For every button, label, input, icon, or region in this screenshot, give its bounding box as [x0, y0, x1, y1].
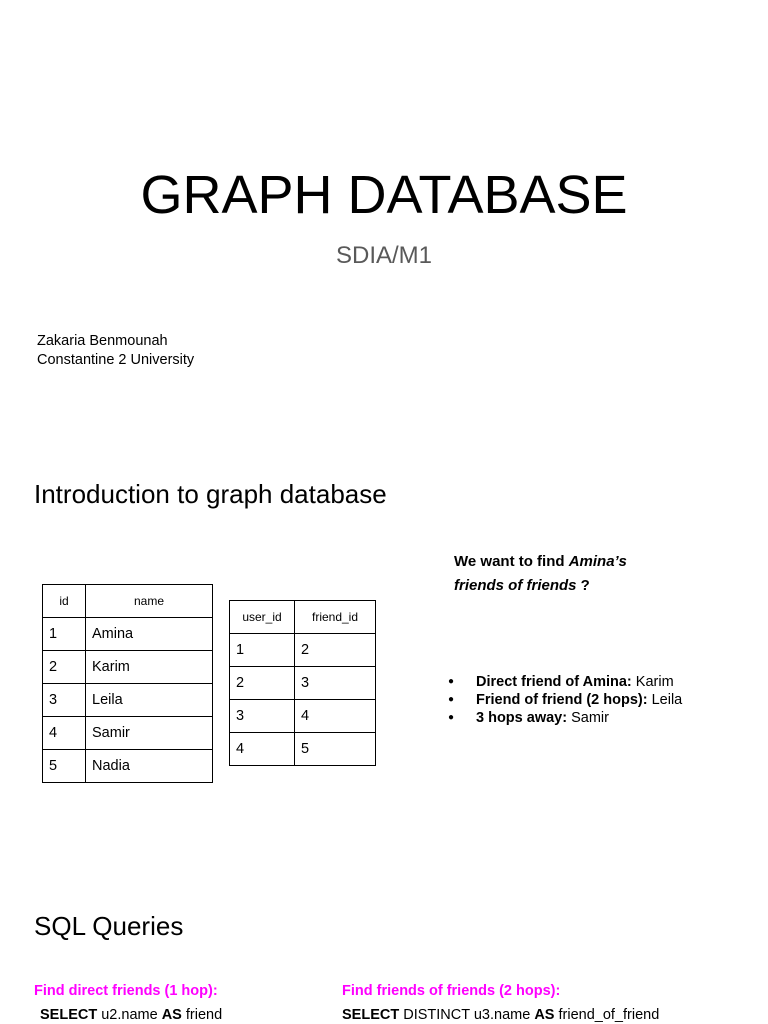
slide-subtitle: SDIA/M1 [335, 242, 433, 269]
table-cell: Leila [86, 684, 213, 717]
query-heading: Find friends of friends (2 hops): [342, 983, 561, 999]
question-suffix: ? [576, 577, 590, 594]
fact-value: Samir [567, 710, 609, 726]
list-item [448, 709, 682, 727]
query-heading: Find direct friends (1 hop): [34, 983, 218, 999]
table-row [43, 651, 213, 684]
table-cell: Karim [86, 651, 213, 684]
query-code [40, 1006, 222, 1024]
table-cell: 3 [43, 684, 86, 717]
sql-text: friend [181, 1007, 223, 1023]
column-header: user_id [230, 601, 295, 634]
table-row [230, 667, 376, 700]
sql-keyword: SELECT [342, 1007, 400, 1023]
fact-value: Leila [647, 692, 683, 708]
fact-label: Friend of friend (2 hops): [476, 692, 648, 708]
table-cell: 2 [43, 651, 86, 684]
question-name: Amina’s [568, 553, 627, 570]
facts-list [448, 673, 682, 727]
column-header: friend_id [295, 601, 376, 634]
question-text [454, 550, 714, 598]
fact-label: 3 hops away: [476, 710, 568, 726]
table-cell: 4 [295, 700, 376, 733]
table-header-row [43, 585, 213, 618]
table-cell: Nadia [86, 750, 213, 783]
table-cell: Amina [86, 618, 213, 651]
table-row [43, 717, 213, 750]
author-affiliation: Constantine 2 University [37, 352, 195, 368]
table-cell: 3 [230, 700, 295, 733]
slide-title: GRAPH DATABASE [140, 165, 628, 225]
friendships-table [229, 600, 376, 766]
sql-text: friend_of_friend [554, 1007, 660, 1023]
table-cell: 2 [295, 634, 376, 667]
table-cell: 3 [295, 667, 376, 700]
table-row [230, 733, 376, 766]
author-name: Zakaria Benmounah [37, 333, 168, 349]
query-code [342, 1006, 659, 1024]
sql-keyword: AS [161, 1007, 182, 1023]
table-cell: 4 [230, 733, 295, 766]
fact-label: Direct friend of Amina: [476, 674, 632, 690]
table-row [43, 750, 213, 783]
table-cell: 5 [295, 733, 376, 766]
section-title: Introduction to graph database [34, 479, 387, 509]
table-cell: Samir [86, 717, 213, 750]
table-cell: 1 [43, 618, 86, 651]
sql-text: DISTINCT u3.name [399, 1007, 535, 1023]
list-item [448, 673, 682, 691]
sql-keyword: SELECT [40, 1007, 98, 1023]
table-row [230, 634, 376, 667]
list-item [448, 691, 682, 709]
fact-value: Karim [631, 674, 674, 690]
table-cell: 5 [43, 750, 86, 783]
table-cell: 2 [230, 667, 295, 700]
table-row [43, 618, 213, 651]
author-block [37, 332, 194, 370]
users-table [42, 584, 213, 783]
table-row [230, 700, 376, 733]
column-header: id [43, 585, 86, 618]
column-header: name [86, 585, 213, 618]
table-cell: 4 [43, 717, 86, 750]
table-header-row [230, 601, 376, 634]
sql-keyword: AS [534, 1007, 555, 1023]
question-prefix: We want to find [454, 553, 569, 570]
section-title: SQL Queries [34, 911, 184, 941]
sql-text: u2.name [97, 1007, 162, 1023]
table-row [43, 684, 213, 717]
table-cell: 1 [230, 634, 295, 667]
question-phrase: friends of friends [454, 577, 577, 594]
